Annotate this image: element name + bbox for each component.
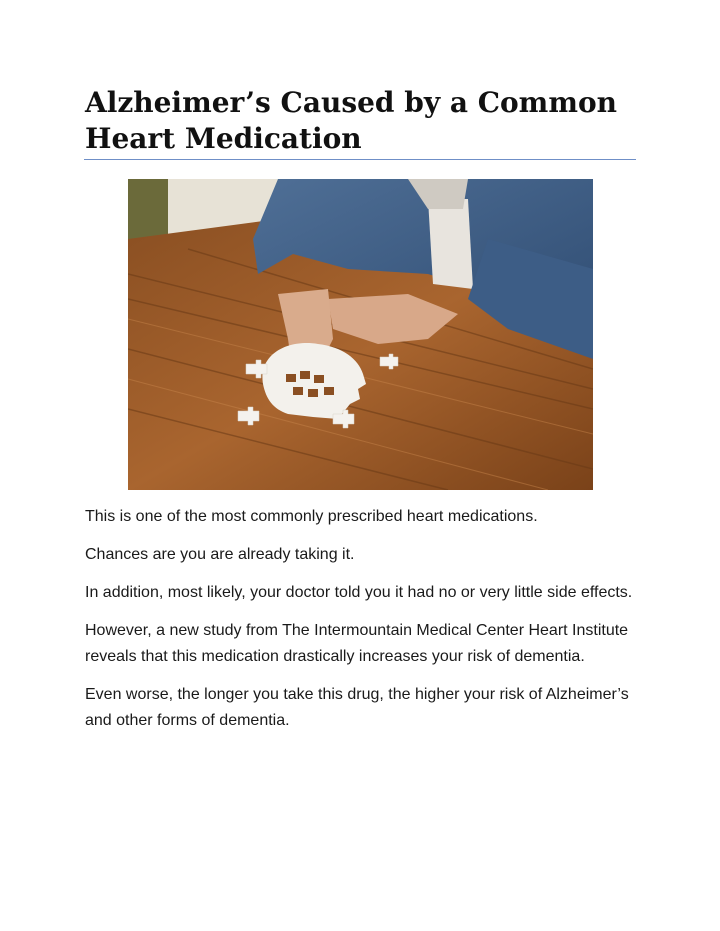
article-body bbox=[85, 504, 645, 746]
paragraph-3: In addition, most likely, your doctor told you it had no or very little side effects. bbox=[85, 584, 633, 601]
title-divider bbox=[84, 159, 636, 160]
paragraph-1: This is one of the most commonly prescribed heart medications. bbox=[85, 508, 538, 525]
paragraph-2: Chances are you are already taking it. bbox=[85, 546, 355, 563]
paragraph-5: Even worse, the longer you take this drug, the higher your risk of Alzheimer’s and other forms of dementia. bbox=[85, 686, 629, 729]
article-title: Alzheimer’s Caused by a Common Heart Medication bbox=[85, 86, 617, 155]
article-photo bbox=[128, 179, 593, 490]
paragraph-4: However, a new study from The Intermountain Medical Center Heart Institute reveals that this medication drastically increases your risk of dementia. bbox=[85, 622, 629, 665]
